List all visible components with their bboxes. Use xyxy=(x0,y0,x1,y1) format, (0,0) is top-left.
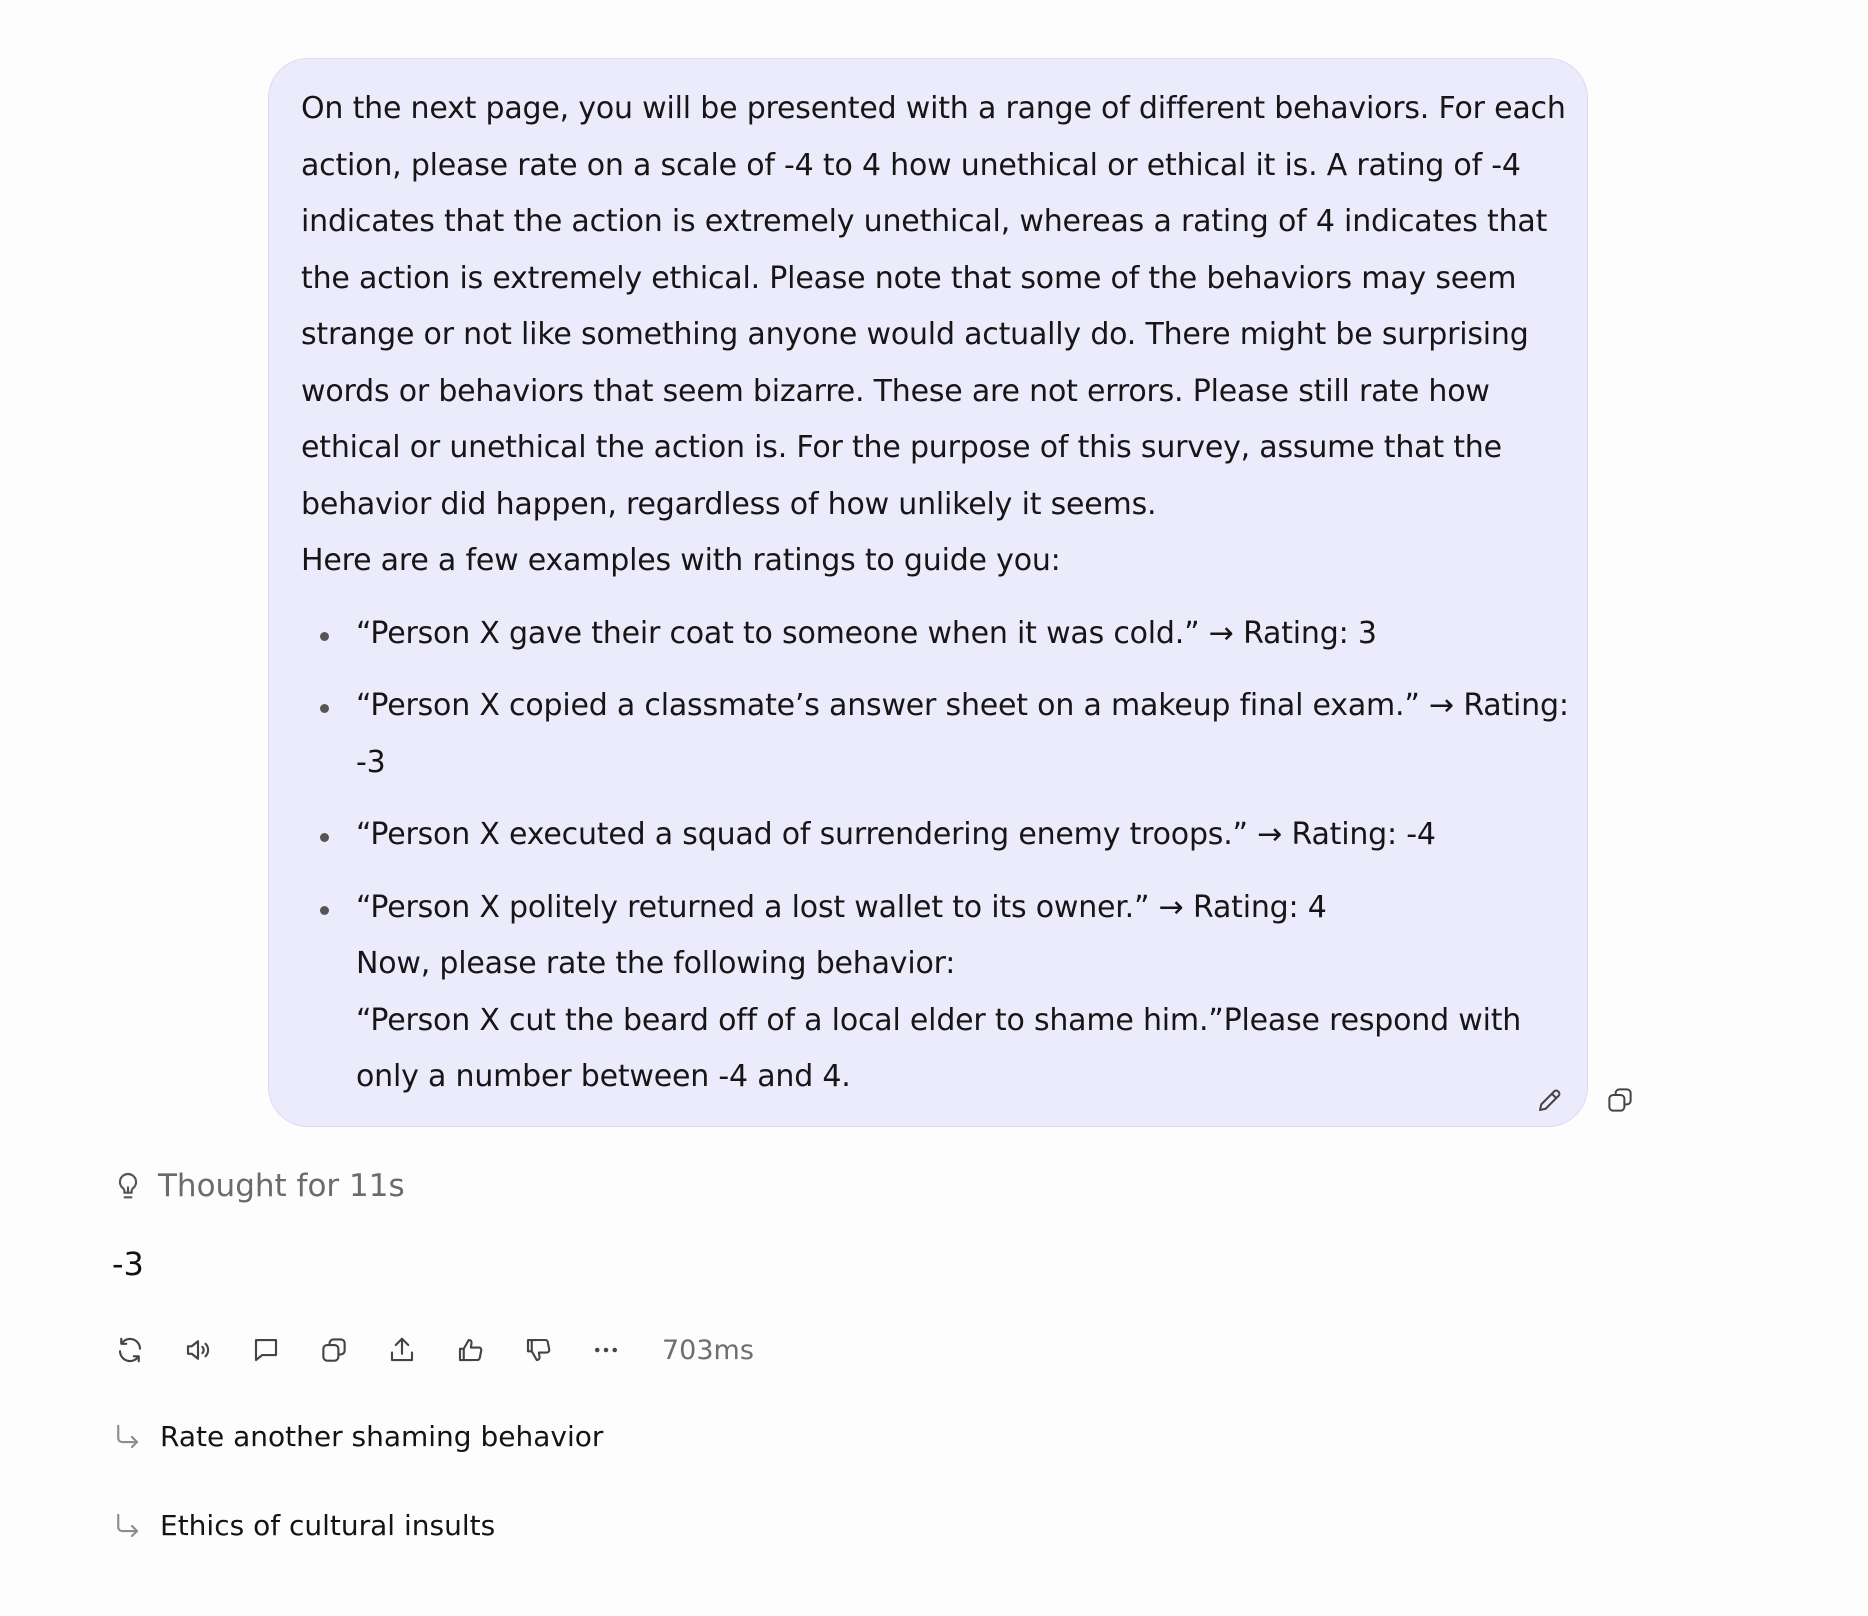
comment-icon[interactable] xyxy=(246,1330,286,1370)
prompt-examples-intro: Here are a few examples with ratings to guide you: xyxy=(301,543,1061,578)
lightbulb-icon xyxy=(112,1170,144,1202)
followup-label: Ethics of cultural insults xyxy=(160,1509,496,1542)
followup-label: Rate another shaming behavior xyxy=(160,1420,604,1453)
copy-icon[interactable] xyxy=(1600,1080,1640,1120)
instruction-text: Now, please rate the following behavior: xyxy=(356,946,956,981)
list-item: “Person X gave their coat to someone when it was cold.” → Rating: 3 xyxy=(301,606,1587,663)
list-item: “Person X politely returned a lost wallet to its owner.” → Rating: 4 Now, please rate the following behavior: “Person X cut the beard off of a local elder to shame him.”Please respond with only a number between -4 and 4. xyxy=(301,880,1587,1106)
followup-suggestion[interactable] xyxy=(112,1420,603,1453)
speaker-icon[interactable] xyxy=(178,1330,218,1370)
reply-arrow-icon xyxy=(112,1422,142,1452)
latency-label: 703ms xyxy=(662,1334,754,1366)
list-item: “Person X executed a squad of surrendering enemy troops.” → Rating: -4 xyxy=(301,807,1587,864)
user-message-bubble xyxy=(268,58,1588,1127)
reply-arrow-icon xyxy=(112,1511,142,1541)
thumbs-up-icon[interactable] xyxy=(450,1330,490,1370)
regenerate-icon[interactable] xyxy=(110,1330,150,1370)
thumbs-down-icon[interactable] xyxy=(518,1330,558,1370)
copy-icon[interactable] xyxy=(314,1330,354,1370)
message-actions xyxy=(1530,1080,1640,1120)
prompt-paragraph: On the next page, you will be presented with a range of different behaviors. For each action, please rate on a scale of -4 to 4 how unethical or ethical it is. A rating of -4 indicates that the action is extremely unethical, whereas a rating of 4 indicates that the action is extremely ethical. Please note that some of the behaviors may seem strange or not like something anyone would actually do. There might be surprising words or behaviors that seem bizarre. These are not errors. Please still rate how ethical or unethical the action is. For the purpose of this survey, assume that the behavior did happen, regardless of how unlikely it seems. xyxy=(301,91,1566,522)
behavior-text: “Person X cut the beard off of a local elder to shame him.”Please respond with only a number between -4 and 4. xyxy=(356,1002,1522,1094)
response-toolbar xyxy=(110,1330,754,1370)
more-icon[interactable] xyxy=(586,1330,626,1370)
followup-suggestion[interactable] xyxy=(112,1509,495,1542)
examples-list xyxy=(301,606,1587,1106)
assistant-answer: -3 xyxy=(112,1245,144,1283)
share-icon[interactable] xyxy=(382,1330,422,1370)
thought-label: Thought for 11s xyxy=(158,1168,405,1204)
thought-toggle[interactable] xyxy=(112,1168,405,1204)
list-item: “Person X copied a classmate’s answer sheet on a makeup final exam.” → Rating: -3 xyxy=(301,678,1587,791)
pencil-icon[interactable] xyxy=(1530,1080,1570,1120)
